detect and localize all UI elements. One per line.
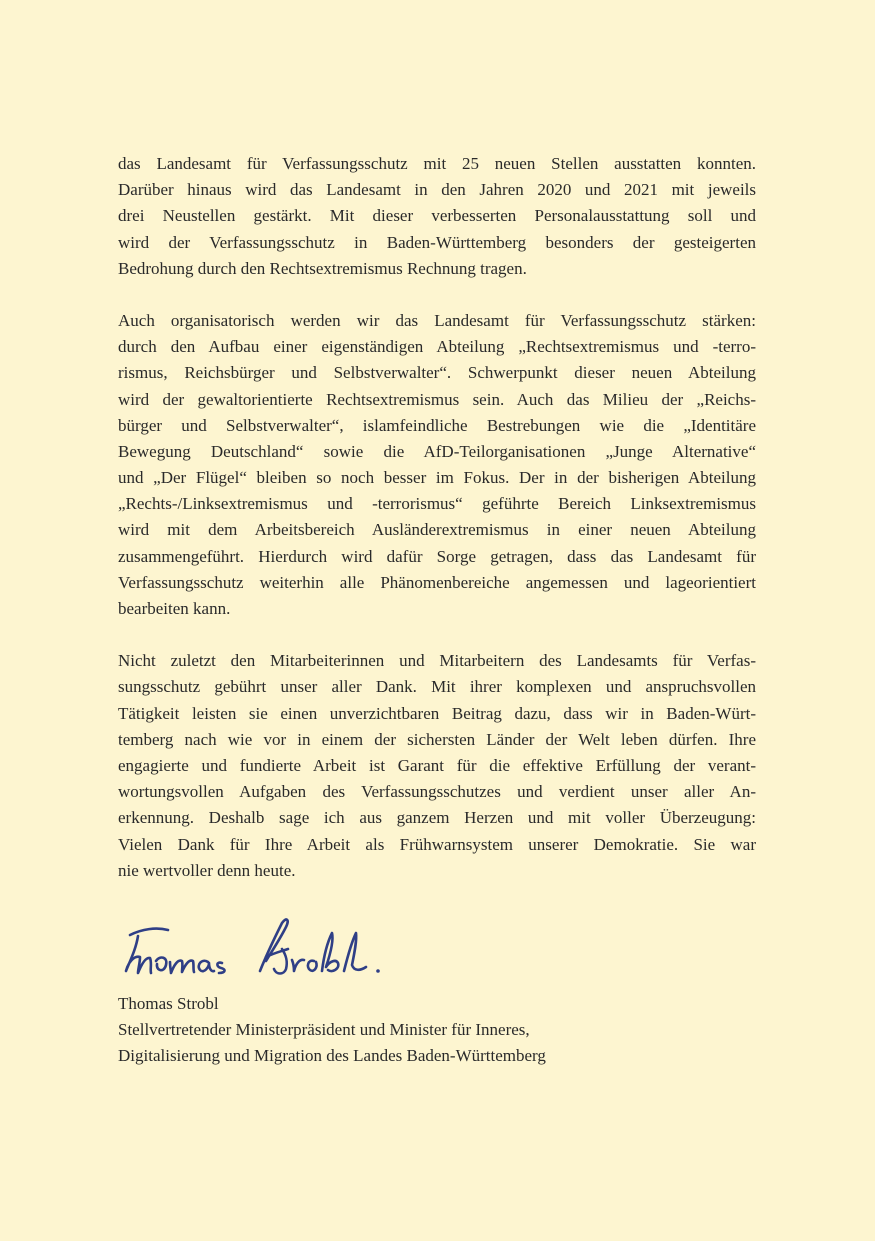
text-line: sungsschutz gebührt unser aller Dank. Mit ihrer komplexen und anspruchsvollen — [118, 677, 756, 697]
text-line: wird der gewaltorientierte Rechtsextremismus sein. Auch das Milieu der „Reichs- — [118, 389, 756, 409]
text-line: engagierte und fundierte Arbeit ist Garant für die effektive Erfüllung der verant- — [118, 755, 756, 775]
text-line: das Landesamt für Verfassungsschutz mit 25 neuen Stellen ausstatten konnten. — [118, 154, 756, 173]
text-line: Tätigkeit leisten sie einen unverzichtbaren Beitrag dazu, dass wir in Baden-Würt- — [118, 703, 756, 723]
text-line: nie wertvoller denn heute. — [118, 860, 296, 880]
handwritten-signature — [116, 905, 396, 987]
text-line: durch den Aufbau einer eigenständigen Abteilung „Rechtsextremismus und -terro- — [118, 337, 756, 357]
text-line: Bedrohung durch den Rechtsextremismus Rechnung tragen. — [118, 258, 527, 278]
text-line: rismus, Reichsbürger und Selbstverwalter“. Schwerpunkt dieser neuen Abteilung — [118, 363, 756, 383]
text-line: temberg nach wie vor in einem der sichersten Länder der Welt leben dürfen. Ihre — [118, 729, 756, 749]
text-line: zusammengeführt. Hierdurch wird dafür Sorge getragen, dass das Landesamt für — [118, 546, 756, 566]
letter-body — [118, 151, 756, 910]
text-line: „Rechts-/Linksextremismus und -terrorismus“ geführte Bereich Linksextremismus — [118, 494, 756, 514]
text-line: wortungsvollen Aufgaben des Verfassungsschutzes und verdient unser aller An- — [118, 782, 756, 802]
text-line: Nicht zuletzt den Mitarbeiterinnen und Mitarbeitern des Landesamts für Verfas- — [118, 651, 756, 671]
text-line: wird der Verfassungsschutz in Baden-Württemberg besonders der gesteigerten — [118, 232, 756, 252]
text-line: erkennung. Deshalb sage ich aus ganzem Herzen und mit voller Überzeugung: — [118, 808, 756, 828]
signer-title-line-2: Digitalisierung und Migration des Landes Baden-Württemberg — [118, 1046, 546, 1065]
text-line: Darüber hinaus wird das Landesamt in den Jahren 2020 und 2021 mit jeweils — [118, 180, 756, 200]
text-line: wird mit dem Arbeitsbereich Ausländerextremismus in einer neuen Abteilung — [118, 520, 756, 540]
text-line: drei Neustellen gestärkt. Mit dieser verbesserten Personalausstattung soll und — [118, 206, 756, 226]
text-line: Bewegung Deutschland“ sowie die AfD-Teilorganisationen „Junge Alternative“ — [118, 441, 756, 461]
text-line: Vielen Dank für Ihre Arbeit als Frühwarnsystem unserer Demokratie. Sie war — [118, 834, 756, 854]
text-line: bearbeiten kann. — [118, 599, 231, 618]
paragraph-thanks — [118, 648, 756, 884]
paragraph-staffing — [118, 151, 756, 282]
paragraph-organisation — [118, 308, 756, 622]
signer-block — [118, 991, 758, 1069]
text-line: und „Der Flügel“ bleiben so noch besser im Fokus. Der in der bisherigen Abteilung — [118, 468, 756, 488]
text-line: Verfassungsschutz weiterhin alle Phänomenbereiche angemessen und lageorientiert — [118, 572, 756, 592]
signer-title-line-1: Stellvertretender Ministerpräsident und Minister für Inneres, — [118, 1020, 530, 1039]
text-line: bürger und Selbstverwalter“, islamfeindliche Bestrebungen wie die „Identitäre — [118, 415, 756, 435]
signer-name: Thomas Strobl — [118, 994, 219, 1013]
text-line: Auch organisatorisch werden wir das Landesamt für Verfassungsschutz stärken: — [118, 310, 756, 330]
